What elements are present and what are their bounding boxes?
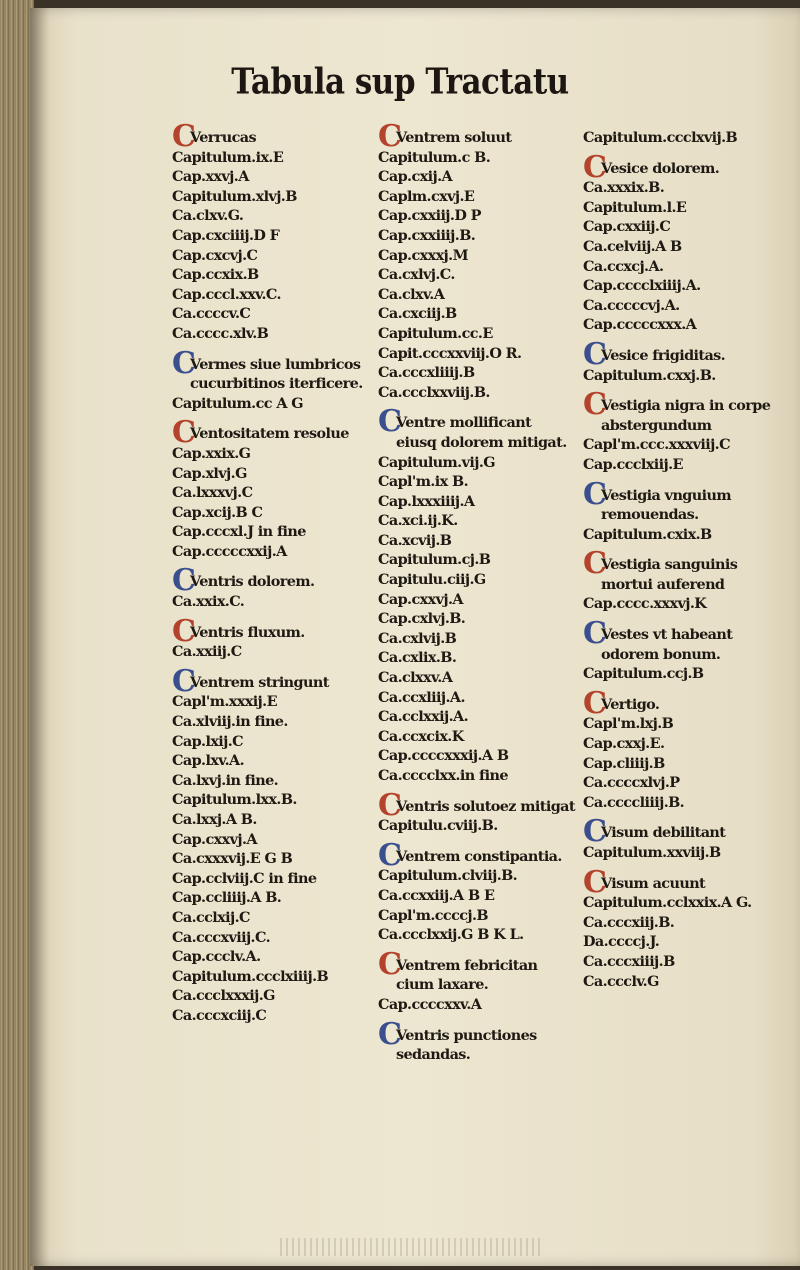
chapter-reference: Capitulu.cviij.B.	[378, 817, 498, 835]
index-entry	[583, 149, 783, 335]
entry-heading	[172, 613, 372, 649]
rubric-initial: C	[583, 476, 607, 512]
chapter-reference: Capitulum.cclxxix.A G.	[583, 894, 752, 912]
rubric-initial: C	[583, 814, 607, 850]
entry-heading-text: Ventris dolorem.	[190, 573, 315, 591]
entry-heading	[583, 814, 783, 850]
chapter-reference: Ca.cxlvj.C.	[378, 266, 455, 284]
chapter-reference: Capitulum.ccclxiiij.B	[172, 967, 329, 985]
entry-heading-text: Vermes siue lumbricos	[190, 355, 361, 373]
chapter-reference: Ca.cccccvj.A.	[583, 296, 680, 314]
chapter-reference: Capl'm.lxj.B	[583, 715, 674, 733]
chapter-reference: Ca.ccclxxviij.B.	[378, 383, 490, 401]
index-entry	[583, 546, 783, 614]
entry-heading	[378, 837, 578, 873]
rubric-initial: C	[378, 946, 402, 982]
chapter-reference: Capitulum.cc.E	[378, 324, 493, 342]
entry-heading-text: Ventris solutoez mitigat	[396, 797, 575, 815]
entry-heading-text: cucurbitinos iterficere.	[190, 375, 363, 393]
entry-heading-text: Vestigia nigra in corpe	[601, 397, 771, 415]
chapter-reference: Ca.lxxj.A B.	[172, 811, 257, 828]
entry-heading-text: Vestes vt habeant	[601, 626, 733, 644]
chapter-reference: Ca.xcvij.B	[378, 531, 452, 549]
rubric-initial: C	[378, 787, 402, 823]
chapter-reference: Ca.ccclv.G	[583, 972, 659, 990]
entry-heading-continued	[583, 645, 783, 665]
chapter-reference: Cap.cxxiij.C	[583, 218, 671, 236]
chapter-reference: Capitulum.clviij.B.	[378, 867, 518, 885]
entry-heading-text: Ventris fluxum.	[190, 623, 305, 641]
chapter-reference: Cap.lxxxiiij.A	[378, 492, 475, 510]
chapter-reference: Cap.cccclxiiij.A.	[583, 277, 701, 295]
entry-heading	[583, 476, 783, 512]
entry-heading-continued	[583, 575, 783, 595]
entry-heading-continued	[583, 416, 783, 436]
rubric-initial: C	[378, 119, 402, 154]
rubric-initial: C	[583, 149, 607, 185]
chapter-reference: Ca.celviij.A B	[583, 237, 682, 255]
index-entry	[583, 616, 783, 684]
chapter-reference: Ca.clxv.G.	[172, 207, 244, 225]
rubric-initial: C	[583, 387, 607, 423]
entry-heading-text: Vesice frigiditas.	[601, 346, 726, 364]
chapter-reference: Capitulum.c B.	[378, 148, 491, 166]
chapter-reference: Da.ccccj.J.	[583, 933, 660, 951]
chapter-reference: Ca.cxciij.B	[378, 305, 457, 323]
entry-heading-text: Verrucas	[190, 129, 257, 146]
entry-heading	[583, 616, 783, 652]
index-entry	[378, 404, 578, 785]
chapter-reference: Cap.cccccxxx.A	[583, 316, 697, 334]
rubric-initial: C	[172, 415, 196, 451]
chapter-reference: Cap.ccccxxxij.A B	[378, 747, 509, 765]
chapter-reference: Cap.xxix.G	[172, 444, 251, 462]
chapter-reference: Cap.lxv.A.	[172, 752, 244, 770]
chapter-reference: Caplm.cxvj.E	[378, 187, 475, 205]
index-entry	[378, 787, 578, 836]
chapter-reference: Cap.ccclv.A.	[172, 948, 261, 966]
chapter-reference: Ca.ccclxxij.G B K L.	[378, 926, 524, 944]
entry-heading	[583, 149, 783, 185]
chapter-reference: Cap.cccxl.J in fine	[172, 523, 306, 541]
chapter-reference: Ca.cccxciij.C	[172, 1006, 267, 1024]
index-entry	[583, 476, 783, 545]
chapter-reference: Ca.lxvj.in fine.	[172, 771, 279, 789]
chapter-reference: Ca.cclxij.C	[172, 908, 250, 926]
chapter-reference: Capitulum.ccj.B	[583, 665, 704, 683]
rubric-initial: C	[172, 345, 196, 381]
chapter-reference: Capitulum.xxviij.B	[583, 844, 721, 861]
entry-heading-text: Ventrem stringunt	[190, 673, 329, 691]
chapter-reference: Capl'm.ccc.xxxviij.C	[583, 436, 730, 454]
rubric-initial: C	[583, 546, 607, 582]
chapter-reference: Ca.ccxcix.K	[378, 727, 464, 745]
chapter-reference: Ca.ccccxlvj.P	[583, 774, 680, 792]
chapter-reference: Capit.cccxxviij.O R.	[378, 344, 522, 362]
chapter-reference: Capitulum.ccclxvij.B	[583, 129, 738, 146]
entry-heading-continued	[378, 433, 578, 453]
chapter-reference: Ca.cxlix.B.	[378, 649, 457, 667]
chapter-reference: Capitulum.lxx.B.	[172, 791, 297, 809]
chapter-reference: Cap.cxxxj.M	[378, 246, 468, 264]
entry-heading-text: Ventrem soluut	[396, 129, 512, 146]
entry-heading-text: Vestigia sanguinis	[601, 556, 738, 574]
entry-heading-text: sedandas.	[396, 1046, 471, 1064]
rubric-initial: C	[172, 613, 196, 649]
index-column-1	[172, 119, 372, 1037]
index-entry	[378, 1016, 578, 1065]
chapter-reference: Cap.cxxvj.A	[172, 830, 257, 848]
index-entry	[378, 837, 578, 945]
chapter-reference: Ca.cccxliiij.B	[378, 364, 475, 382]
entry-heading-text: Vesice dolorem.	[601, 159, 720, 177]
entry-heading	[378, 787, 578, 823]
chapter-reference: Ca.xci.ij.K.	[378, 512, 458, 530]
rubric-initial: C	[583, 864, 607, 900]
chapter-reference: Capitulum.vij.G	[378, 453, 495, 471]
entry-heading	[172, 345, 372, 381]
index-entry	[172, 345, 372, 414]
chapter-reference: Ca.cccxiiij.B	[583, 952, 675, 970]
rubric-initial: C	[172, 563, 196, 599]
entry-heading-continued	[378, 975, 578, 995]
chapter-reference: Cap.cxxvj.A	[378, 590, 463, 608]
entry-heading-text: odorem bonum.	[601, 645, 721, 663]
chapter-reference: Ca.xlviij.in fine.	[172, 713, 288, 731]
chapter-reference: Cap.cliiij.B	[583, 754, 665, 772]
chapter-reference: Cap.cxij.A	[378, 168, 453, 186]
chapter-reference: Ca.clxv.A	[378, 285, 445, 303]
entry-heading	[172, 119, 372, 154]
rubric-initial: C	[172, 119, 196, 154]
entry-heading-text: eiusq dolorem mitigat.	[396, 433, 567, 451]
chapter-reference: Cap.cccc.xxxvj.K	[583, 595, 707, 613]
entry-heading	[172, 415, 372, 451]
chapter-reference: Capitulum.cc A G	[172, 394, 303, 412]
chapter-reference: Cap.cxxiiij.B.	[378, 226, 476, 244]
rubric-initial: C	[583, 336, 607, 372]
chapter-reference: Capitulum.ix.E	[172, 148, 284, 166]
chapter-reference: Ca.lxxxvj.C	[172, 484, 253, 502]
entry-heading	[378, 1016, 578, 1052]
chapter-reference: Cap.xxvj.A	[172, 168, 249, 186]
entry-heading	[583, 685, 783, 721]
chapter-reference: Ca.cccxviij.C.	[172, 928, 270, 946]
index-entry	[583, 814, 783, 862]
entry-heading-continued	[583, 505, 783, 525]
chapter-reference: Capitulum.cj.B	[378, 551, 491, 569]
chapter-reference: Ca.ccxliij.A.	[378, 688, 465, 706]
entry-heading	[172, 563, 372, 599]
chapter-reference: Ca.ccxxiij.A B E	[378, 886, 495, 904]
chapter-reference: Cap.xlvj.G	[172, 464, 247, 482]
chapter-reference: Cap.cxcvj.C	[172, 246, 258, 264]
chapter-reference: Capitulum.cxxj.B.	[583, 366, 716, 384]
chapter-reference: Cap.cccccxxij.A	[172, 542, 287, 560]
index-entry	[583, 864, 783, 992]
rubric-initial: C	[583, 616, 607, 652]
entry-heading-text: Visum debilitant	[601, 824, 726, 842]
chapter-reference: Capl'm.ccccj.B	[378, 906, 488, 924]
entry-heading-text: abstergundum	[601, 416, 712, 434]
entry-heading	[583, 336, 783, 372]
index-entry	[172, 563, 372, 611]
entry-heading	[583, 387, 783, 423]
chapter-reference: Ca.xxxix.B.	[583, 179, 665, 197]
chapter-reference: Cap.ccxix.B	[172, 266, 259, 284]
chapter-reference: Ca.ccxcj.A.	[583, 257, 664, 275]
rubric-initial: C	[378, 404, 402, 440]
entry-heading-continued	[172, 374, 372, 394]
chapter-reference: Ca.xxix.C.	[172, 593, 245, 611]
index-entry	[172, 119, 372, 344]
chapter-reference: Capitulum.xlvj.B	[172, 187, 297, 205]
chapter-reference: Cap.cxciiij.D F	[172, 226, 280, 244]
index-entry	[172, 415, 372, 561]
entry-heading-text: Ventrem constipantia.	[396, 847, 562, 865]
chapter-reference: Capitulu.ciij.G	[378, 571, 486, 589]
entry-heading-text: Ventre mollificant	[396, 414, 532, 432]
chapter-reference: Cap.ccccxxv.A	[378, 995, 482, 1013]
index-entry	[583, 685, 783, 813]
rubric-initial: C	[378, 837, 402, 873]
entry-heading-text: Vestigia vnguium	[601, 486, 731, 504]
entry-heading	[378, 404, 578, 440]
index-entry	[172, 663, 372, 1026]
chapter-reference: Cap.cxlvj.B.	[378, 610, 466, 628]
chapter-reference: Ca.cxxxvij.E G B	[172, 850, 293, 868]
index-column-3	[583, 128, 783, 1002]
chapter-reference: Cap.ccclxiij.E	[583, 455, 683, 473]
chapter-reference: Ca.cccc.xlv.B	[172, 324, 269, 342]
chapter-reference: Cap.lxij.C	[172, 732, 244, 750]
index-entry	[583, 128, 783, 148]
book-fore-edge	[0, 0, 34, 1270]
chapter-reference: Ca.ccccv.C	[172, 305, 251, 323]
entry-heading	[583, 864, 783, 900]
chapter-reference: Cap.cccl.xxv.C.	[172, 285, 281, 303]
entry-heading-text: Visum acuunt	[601, 874, 706, 892]
chapter-reference: Ca.clxxv.A	[378, 669, 453, 687]
chapter-reference: Ca.cclxxij.A.	[378, 708, 468, 726]
rubric-initial: C	[583, 685, 607, 721]
chapter-reference: Capl'm.ix B.	[378, 473, 468, 491]
index-entry	[583, 387, 783, 474]
entry-heading-text: Ventositatem resolue	[190, 425, 349, 443]
chapter-reference: Capl'm.xxxij.E	[172, 693, 277, 711]
chapter-reference: Cap.ccliiij.A B.	[172, 889, 282, 907]
entry-heading-continued	[378, 1045, 578, 1065]
chapter-reference: Ca.cccclxx.in fine	[378, 767, 508, 784]
chapter-reference: Ca.ccccliiij.B.	[583, 793, 685, 811]
chapter-reference: Ca.cccxiij.B.	[583, 913, 675, 931]
chapter-reference: Cap.cclviij.C in fine	[172, 869, 317, 887]
gutter-shadow	[30, 8, 50, 1266]
entry-heading-text: mortui auferend	[601, 575, 725, 593]
entry-heading-text: Vertigo.	[601, 695, 660, 713]
page-heading: Tabula sup Tractatu	[231, 61, 569, 103]
index-entry	[378, 946, 578, 1015]
rubric-initial: C	[172, 663, 196, 699]
index-entry	[172, 613, 372, 662]
rubric-initial: C	[378, 1016, 402, 1052]
index-column-2	[378, 119, 578, 1076]
entry-heading-text: Ventris punctiones	[396, 1026, 537, 1044]
index-entry	[378, 119, 578, 402]
chapter-reference: Ca.ccclxxxij.G	[172, 987, 275, 1005]
entry-heading	[583, 546, 783, 582]
entry-heading-text: cium laxare.	[396, 976, 489, 994]
chapter-reference: Capitulum.cxix.B	[583, 525, 712, 543]
entry-heading-text: Ventrem febricitan	[396, 956, 538, 974]
chapter-reference: Ca.xxiij.C	[172, 643, 242, 661]
chapter-reference: Capitulum.l.E	[583, 198, 687, 216]
chapter-reference: Cap.cxxj.E.	[583, 735, 665, 753]
chapter-reference: Cap.cxxiij.D P	[378, 207, 481, 225]
entry-heading	[378, 119, 578, 154]
entry-heading-text: remouendas.	[601, 506, 699, 524]
entry-heading	[172, 663, 372, 699]
bleed-through-mark	[280, 1238, 540, 1256]
chapter-reference: Cap.xcij.B C	[172, 503, 263, 521]
index-entry	[583, 336, 783, 385]
entry-heading	[378, 946, 578, 982]
chapter-reference: Ca.cxlvij.B	[378, 629, 457, 647]
